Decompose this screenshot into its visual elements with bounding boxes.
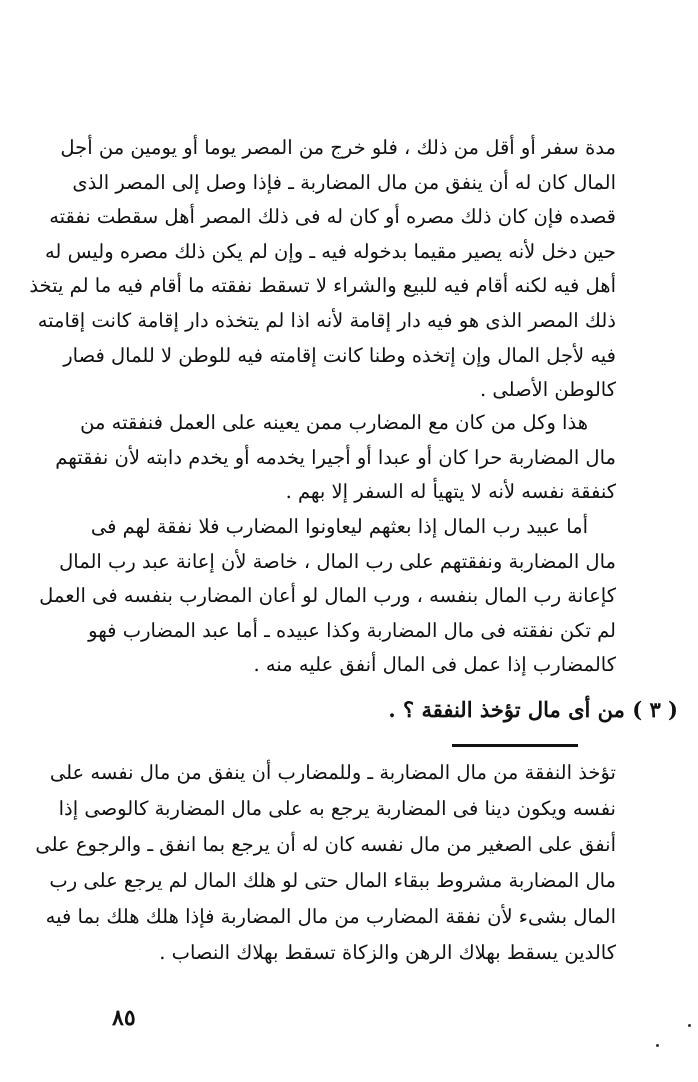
footnote-line: مال المضاربة مشروط ببقاء المال حتى لو هلك المال لم يرجع على رب [49,869,616,892]
body-paragraph-line: ذلك المصر الذى هو فيه دار إقامة لأنه اذا لم يتخذه دار إقامة كانت إقامته [37,309,616,332]
page-number: ٨٥ [112,1005,136,1031]
footnote-separator [452,744,578,747]
body-paragraph-line: كالمضارب إذا عمل فى المال أنفق عليه منه . [253,653,616,676]
body-paragraph-line: كالوطن الأصلى . [479,378,616,401]
footnote-line: أنفق على الصغير من مال نفسه كان له أن يرجع بما انفق ـ والرجوع على [35,833,616,856]
body-paragraph-line: مال المضاربة حرا كان أو عبدا أو أجيرا يخدمه أو يخدم دابته لأن نفقتهم [55,446,616,469]
footnote-line: كالدين يسقط بهلاك الرهن والزكاة تسقط بهلاك النصاب . [159,941,616,964]
scan-speck [656,1044,659,1047]
body-paragraph-line: كإعانة رب المال بنفسه ، ورب المال لو أعان المضارب بنفسه فى العمل [39,584,616,607]
body-paragraph-line: مال المضاربة ونفقتهم على رب المال ، خاصة لأن إعانة عبد رب المال [59,550,616,573]
body-paragraph-line: كنفقة نفسه لأنه لا يتهيأ له السفر إلا بهم . [285,480,616,503]
footnote-line: تؤخذ النفقة من مال المضاربة ـ وللمضارب أن ينفق من مال نفسه على [49,761,616,784]
body-paragraph-line: حين دخل لأنه يصير مقيما بدخوله فيه ـ وإن لم يكن ذلك مصره وليس له [44,240,616,263]
scan-speck [688,1024,691,1027]
body-paragraph-line: المال كان له أن ينفق من مال المضاربة ـ فإذا وصل إلى المصر الذى [72,171,616,194]
body-paragraph-line: فيه لأجل المال وإن إتخذه وطنا كانت إقامته فيه للوطن لا للمال فصار [63,344,616,367]
body-paragraph-line: مدة سفر أو أقل من ذلك ، فلو خرج من المصر يوما أو يومين من أجل [60,136,616,159]
body-paragraph-line: هذا وكل من كان مع المضارب ممن يعينه على العمل فنفقته من [80,411,588,434]
body-paragraph-line: أهل فيه لكنه أقام فيه للبيع والشراء لا تسقط نفقته ما أقام فيه ما لم يتخذ [29,274,616,297]
body-paragraph-line: قصده فإن كان ذلك مصره أو كان له فى ذلك المصر أهل سقطت نفقته [49,205,616,228]
body-paragraph-line: لم تكن نفقته فى مال المضاربة وكذا عبيده ـ أما عبد المضارب فهو [88,619,616,642]
footnote-line: المال بشىء لأن نفقة المضارب من مال المضاربة فإذا هلك هلك بما فيه [45,905,616,928]
section-heading: ( ٣ ) من أى مال تؤخذ النفقة ؟ . [388,697,678,722]
body-paragraph-line: أما عبيد رب المال إذا بعثهم ليعاونوا المضارب فلا نفقة لهم فى [90,515,588,538]
footnote-line: نفسه ويكون دينا فى المضاربة يرجع به على مال المضاربة كالوصى إذا [58,797,616,820]
